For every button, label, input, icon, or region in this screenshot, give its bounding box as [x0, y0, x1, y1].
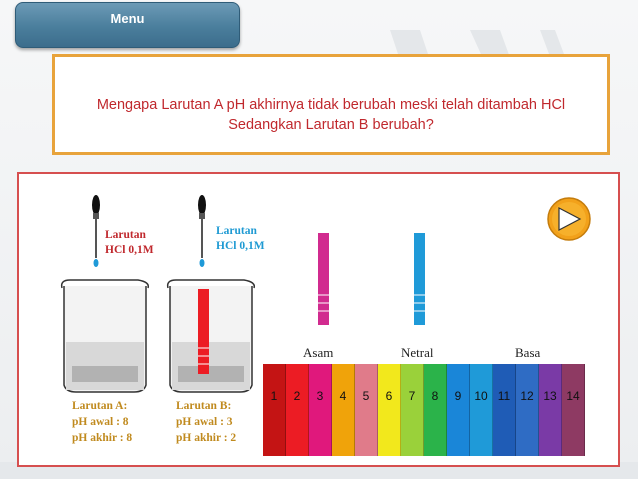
dropper-a-icon — [92, 195, 100, 267]
solution-b-ph-end: pH akhir : 2 — [176, 432, 237, 444]
dropper-b-label-line1: Larutan — [216, 225, 257, 237]
dropper-a-label — [105, 228, 154, 258]
ph-cell-9: 9 — [447, 364, 470, 456]
ph-cell-5: 5 — [355, 364, 378, 456]
solution-a-name: Larutan A: — [72, 400, 128, 412]
dropper-b-label-line2: HCl 0,1M — [216, 240, 265, 252]
solution-a-ph-end: pH akhir : 8 — [72, 432, 133, 444]
ph-cell-14: 14 — [562, 364, 585, 456]
beaker-b-icon — [168, 280, 255, 392]
ph-cell-7: 7 — [401, 364, 424, 456]
solution-a-ph-start: pH awal : 8 — [72, 416, 129, 428]
beaker-a-icon — [62, 280, 149, 392]
solution-a-info — [72, 398, 132, 446]
ph-cell-8: 8 — [424, 364, 447, 456]
menu-button[interactable]: Menu — [15, 2, 240, 48]
ph-scale — [263, 364, 585, 456]
ph-cell-12: 12 — [516, 364, 539, 456]
dropper-b-icon — [198, 195, 206, 267]
question-line-1: Mengapa Larutan A pH akhirnya tidak berubah meski telah ditambah HCl — [96, 97, 566, 113]
ph-cell-13: 13 — [539, 364, 562, 456]
ph-cell-1: 1 — [263, 364, 286, 456]
solution-b-ph-start: pH awal : 3 — [176, 416, 233, 428]
scale-neutral-label: Netral — [401, 345, 434, 360]
question-line-2: Sedangkan Larutan B berubah? — [228, 117, 434, 133]
ph-cell-4: 4 — [332, 364, 355, 456]
ph-cell-3: 3 — [309, 364, 332, 456]
dropper-a-label-line1: Larutan — [105, 229, 146, 241]
ph-cell-10: 10 — [470, 364, 493, 456]
dropper-a-label-line2: HCl 0,1M — [105, 244, 154, 256]
play-button[interactable] — [546, 196, 592, 242]
solution-b-info — [176, 398, 236, 446]
ph-cell-11: 11 — [493, 364, 516, 456]
indicator-strip-magenta — [318, 233, 329, 325]
scale-acid-label: Asam — [303, 345, 334, 360]
scale-base-label: Basa — [515, 345, 541, 360]
indicator-strip-blue — [414, 233, 425, 325]
ph-cell-6: 6 — [378, 364, 401, 456]
solution-b-name: Larutan B: — [176, 400, 232, 412]
ph-cell-2: 2 — [286, 364, 309, 456]
dropper-b-label — [216, 224, 265, 254]
